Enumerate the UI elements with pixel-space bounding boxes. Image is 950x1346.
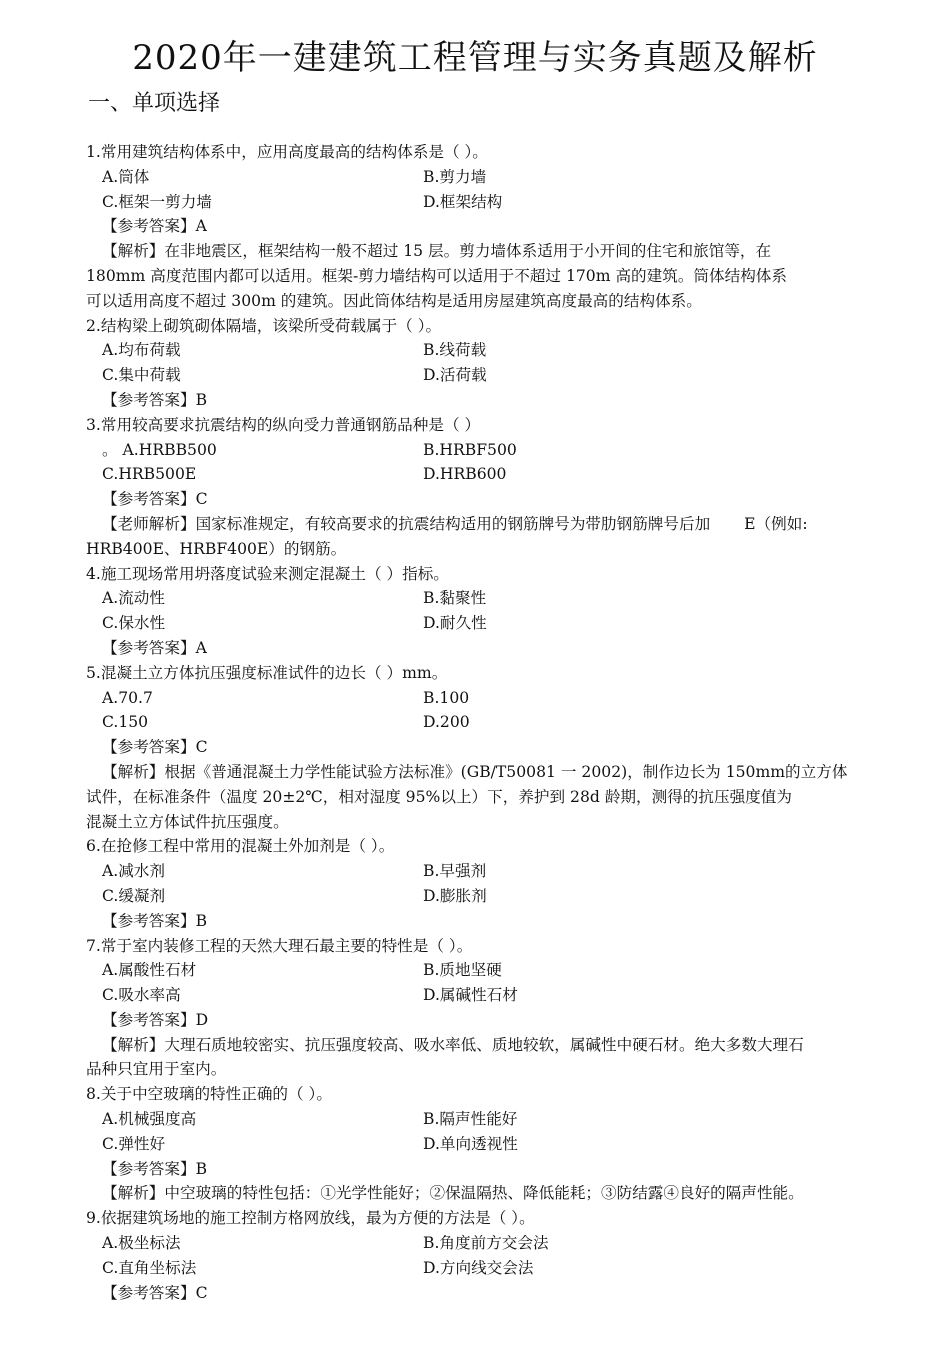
question-block (86, 140, 886, 314)
option-c: C.直角坐标法 (102, 1258, 197, 1277)
option-b: B.早强剂 (423, 862, 487, 881)
explanation-line: HRB400E、HRBF400E）的钢筋。 (86, 539, 347, 558)
explanation-text: 【解析】大理石质地较密实、抗压强度较高、吸水率低、质地较软，属碱性中硬石材。绝大多数大理石 (102, 1035, 804, 1054)
reference-answer: 【参考答案】A (102, 217, 207, 236)
option-c: C.150 (102, 713, 149, 732)
question-text: 4.施工现场常用坍落度试验来测定混凝土（ ）指标。 (86, 564, 449, 583)
explanation-line: 试件，在标准条件（温度 20±2℃，相对湿度 95%以上）下，养护到 28d 龄期，测得的抗压强度值为 (86, 787, 792, 806)
option-c: C.框架一剪力墙 (102, 192, 212, 211)
reference-answer: 【参考答案】C (102, 1283, 208, 1302)
explanation-text: 【解析】根据《普通混凝土力学性能试验方法标准》(GB/T50081 一 2002)，制作边长为 150mm的立方体 (102, 762, 848, 781)
explanation-line: 可以适用高度不超过 300m 的建筑。因此筒体结构是适用房屋建筑高度最高的结构体系。 (86, 291, 702, 310)
question-block (86, 413, 886, 562)
question-block (86, 661, 886, 835)
question-list (86, 140, 886, 1305)
options-row (86, 1256, 886, 1281)
reference-answer: 【参考答案】A (102, 638, 207, 657)
section-heading: 一、单项选择 (88, 91, 221, 116)
option-d: D.活荷载 (423, 366, 487, 385)
option-c: C.弹性好 (102, 1134, 166, 1153)
document-title: 2020年一建建筑工程管理与实务真题及解析 (132, 38, 818, 78)
explanation-line: 180mm 高度范围内都可以适用。框架-剪力墙结构可以适用于不超过 170m 高的建筑。筒体结构体系 (86, 266, 787, 285)
option-b: B.隔声性能好 (423, 1110, 518, 1129)
question-block (86, 1082, 886, 1206)
explanation-line (86, 512, 886, 537)
options-row (86, 859, 886, 884)
option-d: D.单向透视性 (423, 1134, 518, 1153)
options-row (86, 983, 886, 1008)
question-text: 7.常于室内装修工程的天然大理石最主要的特性是（ ）。 (86, 936, 473, 955)
option-c: C.缓凝剂 (102, 886, 166, 905)
explanation-line (86, 239, 886, 264)
option-c: C.吸水率高 (102, 986, 181, 1005)
options-row (86, 338, 886, 363)
explanation-text: 【老师解析】国家标准规定，有较高要求的抗震结构适用的钢筋牌号为带肋钢筋牌号后加 (102, 514, 711, 533)
question-block (86, 562, 886, 661)
options-row (86, 1132, 886, 1157)
options-row (86, 710, 886, 735)
option-d: D.耐久性 (423, 614, 487, 633)
option-a: A.筒体 (102, 167, 150, 186)
option-d: D.HRB600 (423, 465, 507, 484)
option-a: A.属酸性石材 (102, 961, 197, 980)
options-row (86, 1107, 886, 1132)
option-d: D.方向线交会法 (423, 1258, 534, 1277)
explanation-line (86, 1181, 886, 1206)
question-text: 2.结构梁上砌筑砌体隔墙，该梁所受荷载属于（ ）。 (86, 316, 442, 335)
explanation-line (86, 760, 886, 785)
question-text: 5.混凝土立方体抗压强度标准试件的边长（ ）mm。 (86, 663, 448, 682)
reference-answer: 【参考答案】D (102, 1010, 209, 1029)
reference-answer: 【参考答案】B (102, 390, 208, 409)
option-a: A.极坐标法 (102, 1234, 181, 1253)
explanation-text: E（例如: (744, 514, 808, 533)
option-a: 。 A.HRBB500 (102, 440, 217, 459)
option-b: B.角度前方交会法 (423, 1234, 549, 1253)
question-text: 6.在抢修工程中常用的混凝土外加剂是（ ）。 (86, 837, 395, 856)
option-b: B.100 (423, 688, 470, 707)
option-b: B.质地坚硬 (423, 961, 502, 980)
options-row (86, 686, 886, 711)
options-row (86, 190, 886, 215)
question-text: 8.关于中空玻璃的特性正确的（ ）。 (86, 1085, 332, 1104)
question-block (86, 1206, 886, 1305)
explanation-line (86, 1033, 886, 1058)
option-c: C.集中荷载 (102, 366, 181, 385)
option-c: C.保水性 (102, 614, 166, 633)
option-b: B.剪力墙 (423, 167, 487, 186)
option-a: A.均布荷载 (102, 341, 181, 360)
explanation-text: 【解析】中空玻璃的特性包括：①光学性能好；②保温隔热、降低能耗；③防结露④良好的隔声性能。 (102, 1184, 804, 1203)
options-row (86, 165, 886, 190)
option-b: B.线荷载 (423, 341, 487, 360)
option-d: D.框架结构 (423, 192, 503, 211)
option-a: A.机械强度高 (102, 1110, 197, 1129)
option-a: A.流动性 (102, 589, 165, 608)
options-row (86, 611, 886, 636)
question-text: 3.常用较高要求抗震结构的纵向受力普通钢筋品种是（ ） (86, 415, 481, 434)
option-d: D.属碱性石材 (423, 986, 518, 1005)
option-a: A.减水剂 (102, 862, 165, 881)
option-b: B.HRBF500 (423, 440, 517, 459)
reference-answer: 【参考答案】C (102, 490, 208, 509)
question-block (86, 934, 886, 1083)
options-row (86, 586, 886, 611)
option-a: A.70.7 (102, 688, 153, 707)
options-row (86, 958, 886, 983)
options-row (86, 884, 886, 909)
options-row (86, 363, 886, 388)
reference-answer: 【参考答案】B (102, 911, 208, 930)
option-b: B.黏聚性 (423, 589, 487, 608)
option-d: D.200 (423, 713, 470, 732)
question-block (86, 314, 886, 413)
question-block (86, 834, 886, 933)
explanation-line: 混凝土立方体试件抗压强度。 (86, 812, 289, 831)
reference-answer: 【参考答案】B (102, 1159, 208, 1178)
options-row (86, 438, 886, 463)
question-text: 1.常用建筑结构体系中，应用高度最高的结构体系是（ ）。 (86, 143, 488, 161)
option-c: C.HRB500E (102, 465, 197, 484)
option-d: D.膨胀剂 (423, 886, 487, 905)
reference-answer: 【参考答案】C (102, 738, 208, 757)
explanation-text: 【解析】在非地震区，框架结构一般不超过 15 层。剪力墙体系适用于小开间的住宅和旅馆等，在 (102, 242, 772, 261)
question-text: 9.依据建筑场地的施工控制方格网放线，最为方便的方法是（ ）。 (86, 1209, 535, 1228)
options-row (86, 1231, 886, 1256)
explanation-line: 品种只宜用于室内。 (86, 1060, 227, 1079)
options-row (86, 462, 886, 487)
